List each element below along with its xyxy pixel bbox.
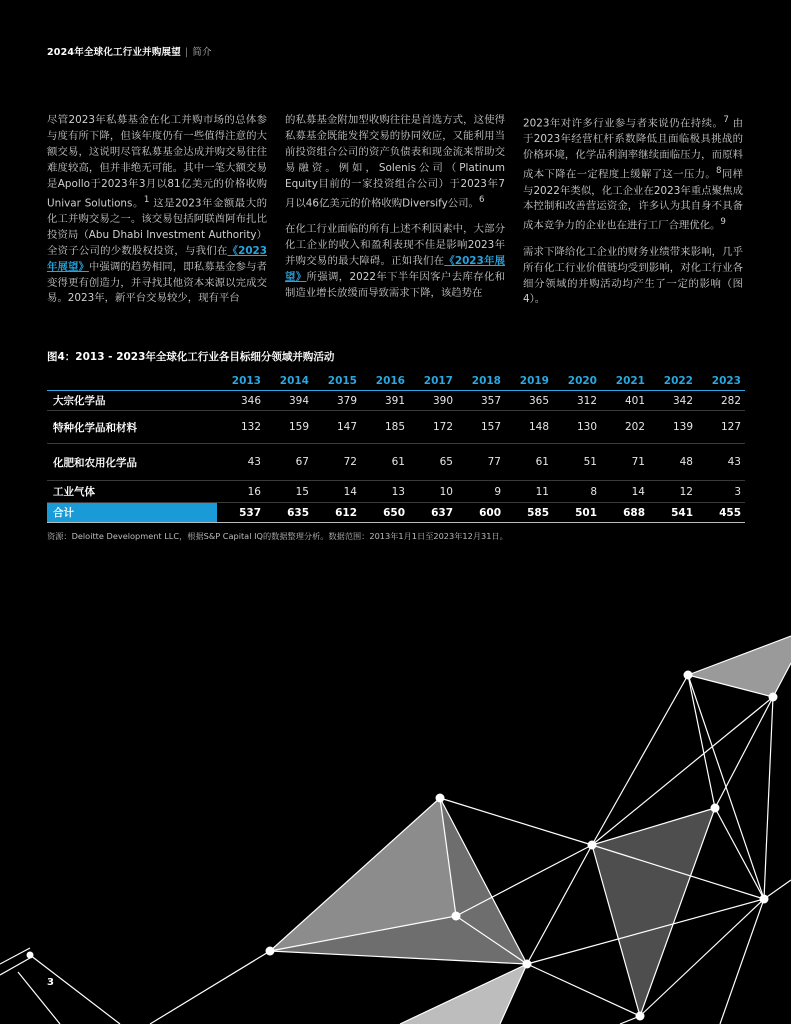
table-cell: 357 [457,391,505,411]
outlook-2023-link[interactable]: 《2023年展望》 [285,254,505,283]
year-header: 2021 [601,372,649,391]
paragraph: 需求下降给化工企业的财务业绩带来影响，几乎所有化工行业价值链均受到影响，对化工行业各细分领域的并购活动均产生了一定的影响（图4）。 [523,245,743,306]
total-cell: 537 [217,503,265,523]
year-header: 2019 [505,372,553,391]
table-cell: 394 [265,391,313,411]
table-cell: 9 [457,481,505,503]
footnote-ref[interactable]: 8 [716,166,722,177]
table-cell: 185 [361,411,409,444]
table-cell: 312 [553,391,601,411]
table-cell: 391 [361,391,409,411]
table-cell: 365 [505,391,553,411]
table-cell: 159 [265,411,313,444]
table-cell: 346 [217,391,265,411]
footnote-ref[interactable]: 7 [723,115,729,125]
table-cell: 13 [361,481,409,503]
year-header: 2013 [217,372,265,391]
footnote-ref[interactable]: 9 [720,217,726,228]
total-cell: 650 [361,503,409,523]
report-title: 2024年全球化工行业并购展望 [47,47,181,58]
year-header: 2020 [553,372,601,391]
table-cell: 48 [649,444,697,481]
table-cell: 67 [265,444,313,481]
year-header: 2023 [697,372,745,391]
table-cell: 14 [313,481,361,503]
table-cell: 401 [601,391,649,411]
row-label: 大宗化学品 [47,391,217,411]
table-cell: 51 [553,444,601,481]
total-cell: 541 [649,503,697,523]
table-cell: 132 [217,411,265,444]
table-cell: 61 [361,444,409,481]
table-cell: 12 [649,481,697,503]
source-note: 资源：Deloitte Development LLC，根据S&P Capital IQ的数据整理分析。数据范围：2013年1月1日至2023年12月31日。 [47,531,508,541]
table-cell: 72 [313,444,361,481]
total-cell: 637 [409,503,457,523]
paragraph: 2023年对许多行业参与者来说仍在持续。$^7$ 由于2023年经营杠杆系数降低且面临极具挑战的价格环境，化学品利润率继续面临压力，而原料成本下降在一定程度上缓解了这一压力。$^8$同样与2022年类似，化工企业在2023年重点聚焦成本控制和改善营运资金，许多认为其自身不具备成本竞争力的企业也在进行工厂合理优化。$^9$ [523,115,744,232]
total-cell: 585 [505,503,553,523]
year-header: 2017 [409,372,457,391]
row-label: 化肥和农用化学品 [47,444,217,481]
total-cell: 612 [313,503,361,523]
table-cell: 342 [649,391,697,411]
total-cell: 600 [457,503,505,523]
section-name: 简介 [192,47,212,58]
table-cell: 148 [505,411,553,444]
total-cell: 501 [553,503,601,523]
total-label: 合计 [47,503,217,523]
year-header: 2018 [457,372,505,391]
table-cell: 390 [409,391,457,411]
table-cell: 14 [601,481,649,503]
table-cell: 282 [697,391,745,411]
figure-title: 图4：2013 - 2023年全球化工行业各目标细分领域并购活动 [47,351,335,363]
table-cell: 71 [601,444,649,481]
year-header: 2015 [313,372,361,391]
footnote-ref[interactable]: 6 [478,194,485,205]
table-cell: 172 [409,411,457,444]
table-cell: 77 [457,444,505,481]
table-cell: 139 [649,411,697,444]
paragraph: 尽管2023年私募基金在化工并购市场的总体参与度有所下降，但该年度仍有一些值得注意的大额交易，这说明尽管私募基金达成并购交易往往难度较高，但并非绝无可能。其中一笔大额交易是Apollo于2023年3月以81亿美元的价格收购Univar Solutions。$^1$ 这是2023年金额最大的化工并购交易之一。该交易包括阿联酋阿布扎比投资局（Abu Dhabi Investment Authority）全资子公司的少数股权投资，与我们在《2023年展望》中强调的趋势相同，即私募基金参与者变得更有创造力，并寻找其他资本来源以完成交易。2023年，新平台交易较少，现有平台 [47,114,268,305]
table-cell: 10 [409,481,457,503]
total-cell: 455 [697,503,745,523]
table-cell: 43 [217,444,265,481]
table-cell: 16 [217,481,265,503]
year-header: 2016 [361,372,409,391]
table-cell: 379 [313,391,361,411]
table-cell: 202 [601,411,649,444]
table-cell: 61 [505,444,553,481]
paragraph: 的私募基金附加型收购往往是首选方式，这使得私募基金既能发挥交易的协同效应，又能利用当前投资组合公司的资产负债表和现金流来帮助交易融资。例如，Solenis公司（Platinum Equity目前的一家投资组合公司）于2023年7月以46亿美元的价格收购Diversify公司。$^6$ [285,114,505,209]
header-separator: | [184,47,189,58]
table-cell: 130 [553,411,601,444]
paragraph: 在化工行业面临的所有上述不利因素中，大部分化工企业的收入和盈利表现不佳是影响2023年并购交易的最大障碍。正如我们在《2023年展望》所强调，2022年下半年因客户去库存化和制造业增长放缓而导致需求下降，该趋势在 [285,222,505,299]
footnote-ref[interactable]: 1 [143,194,150,205]
year-header: 2014 [265,372,313,391]
total-cell: 635 [265,503,313,523]
table-cell: 147 [313,411,361,444]
row-label: 特种化学品和材料 [47,411,217,444]
table-cell: 3 [697,481,745,503]
table-cell: 157 [457,411,505,444]
page-number: 3 [47,977,54,988]
row-label: 工业气体 [47,481,217,503]
table-cell: 65 [409,444,457,481]
total-cell: 688 [601,503,649,523]
table-cell: 8 [553,481,601,503]
outlook-2023-link[interactable]: 《2023年展望》 [47,244,268,273]
year-header: 2022 [649,372,697,391]
table-cell: 15 [265,481,313,503]
table-cell: 11 [505,481,553,503]
table-cell: 43 [697,444,745,481]
table-cell: 127 [697,411,745,444]
